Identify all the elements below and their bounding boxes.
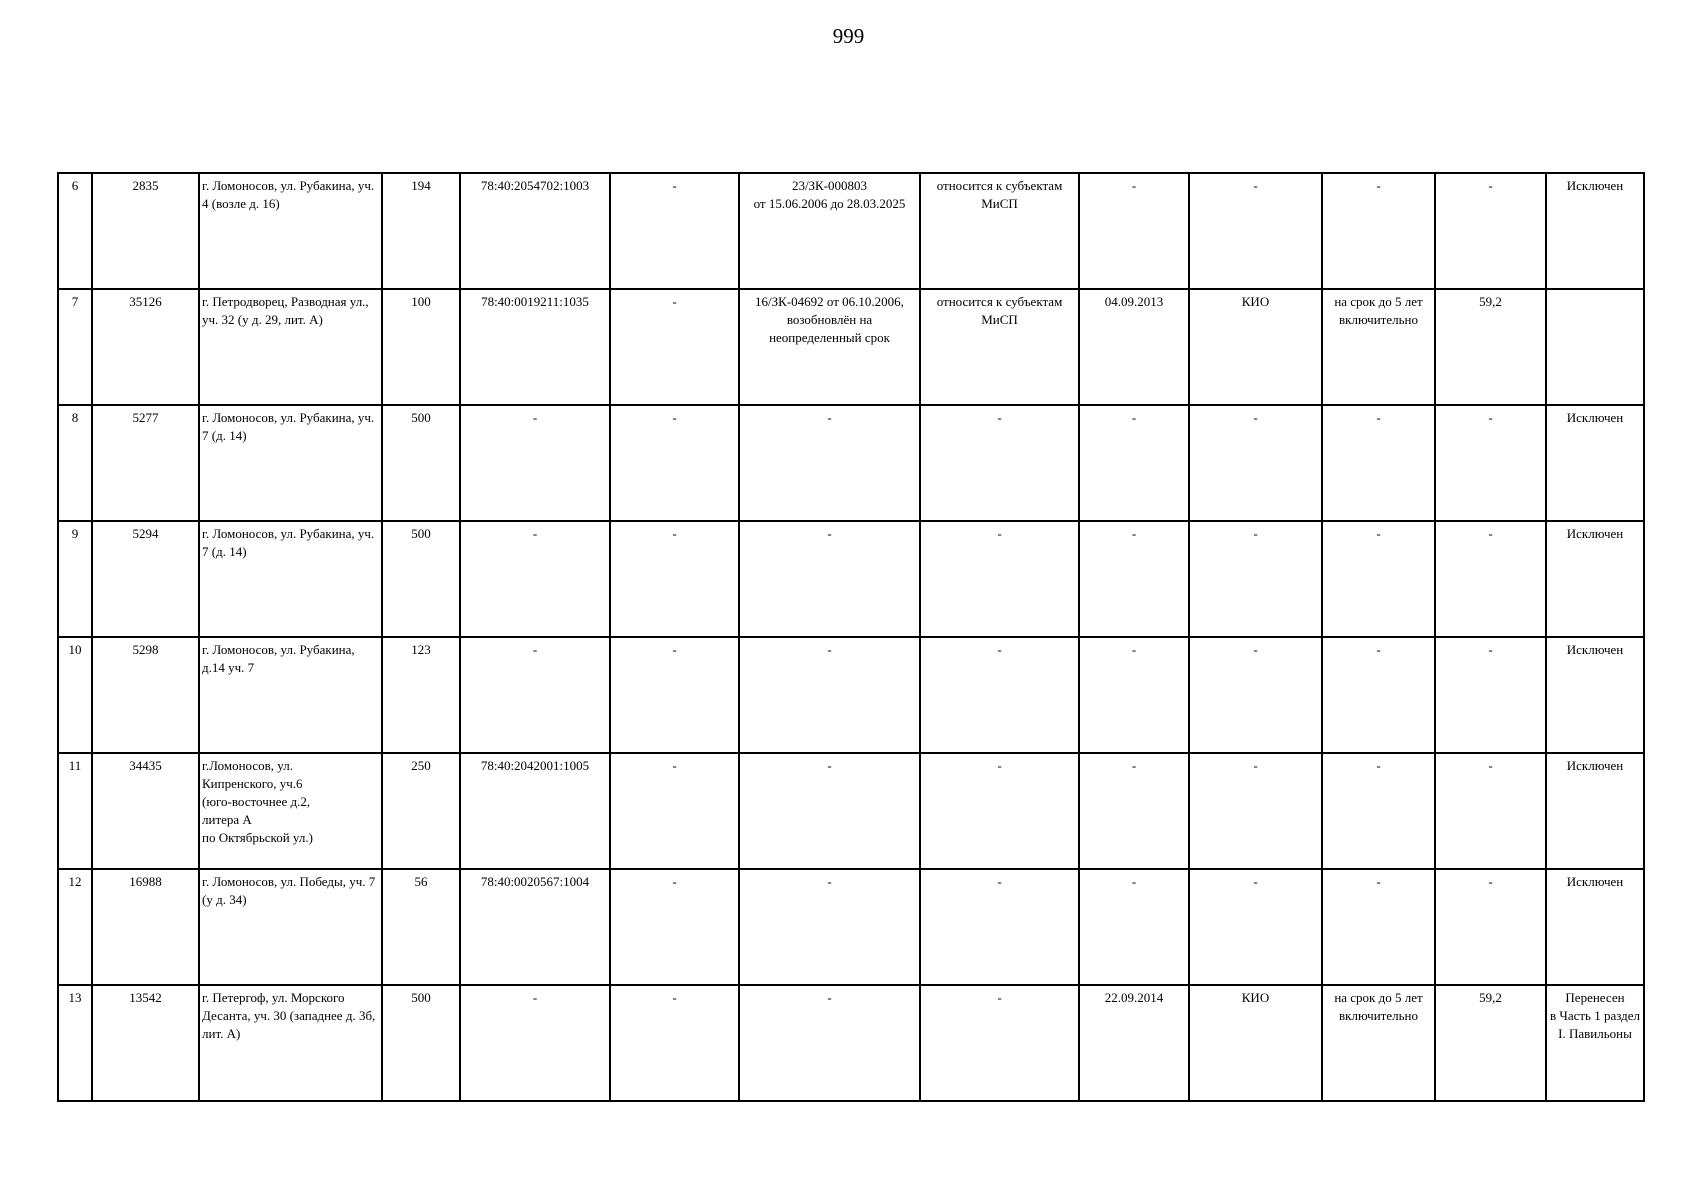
cell-cadastral-number: -	[460, 405, 610, 521]
cell-object-id: 13542	[92, 985, 199, 1101]
cell-category: -	[920, 985, 1079, 1101]
cell-category: -	[920, 405, 1079, 521]
cell-term: на срок до 5 лет включительно	[1322, 985, 1435, 1101]
cell-address: г. Ломоносов, ул. Рубакина, уч. 7 (д. 14)	[199, 521, 382, 637]
cell-area: 500	[382, 985, 460, 1101]
cell-area: 250	[382, 753, 460, 869]
cell-address: г. Ломоносов, ул. Победы, уч. 7 (у д. 34)	[199, 869, 382, 985]
cell-object-id: 5298	[92, 637, 199, 753]
cell-row-number: 9	[58, 521, 92, 637]
table-row	[58, 521, 1644, 637]
cell-value: -	[1435, 637, 1546, 753]
cell-column-6: -	[610, 405, 739, 521]
cell-date: -	[1079, 637, 1189, 753]
cell-column-6: -	[610, 985, 739, 1101]
cell-value: -	[1435, 173, 1546, 289]
table-row	[58, 869, 1644, 985]
cell-cadastral-number: 78:40:2054702:1003	[460, 173, 610, 289]
cell-contract: -	[739, 985, 920, 1101]
cell-date: -	[1079, 869, 1189, 985]
cell-organization: -	[1189, 753, 1322, 869]
cell-row-number: 7	[58, 289, 92, 405]
cell-row-number: 12	[58, 869, 92, 985]
cell-category: -	[920, 637, 1079, 753]
cell-status: Исключен	[1546, 405, 1644, 521]
cell-value: -	[1435, 869, 1546, 985]
cell-column-6: -	[610, 173, 739, 289]
cell-organization: КИО	[1189, 289, 1322, 405]
cell-term: -	[1322, 173, 1435, 289]
cell-column-6: -	[610, 753, 739, 869]
table-row	[58, 405, 1644, 521]
cell-term: -	[1322, 521, 1435, 637]
cell-cadastral-number: 78:40:0020567:1004	[460, 869, 610, 985]
cell-object-id: 16988	[92, 869, 199, 985]
cell-status: Перенесен в Часть 1 раздел I. Павильоны	[1546, 985, 1644, 1101]
cell-contract: -	[739, 869, 920, 985]
cell-date: 22.09.2014	[1079, 985, 1189, 1101]
cell-contract: -	[739, 405, 920, 521]
table-row	[58, 173, 1644, 289]
cell-term: -	[1322, 753, 1435, 869]
cell-category: относится к субъектам МиСП	[920, 289, 1079, 405]
cell-status: Исключен	[1546, 869, 1644, 985]
cell-status: Исключен	[1546, 637, 1644, 753]
page-number: 999	[832, 24, 865, 48]
cell-area: 500	[382, 521, 460, 637]
cell-status: Исключен	[1546, 173, 1644, 289]
table-row	[58, 753, 1644, 869]
cell-value: -	[1435, 521, 1546, 637]
cell-status: Исключен	[1546, 753, 1644, 869]
cell-object-id: 5277	[92, 405, 199, 521]
cell-area: 100	[382, 289, 460, 405]
cell-value: -	[1435, 753, 1546, 869]
cell-category: -	[920, 753, 1079, 869]
cell-term: -	[1322, 869, 1435, 985]
cell-row-number: 10	[58, 637, 92, 753]
cell-date: 04.09.2013	[1079, 289, 1189, 405]
cell-term: -	[1322, 405, 1435, 521]
cell-area: 194	[382, 173, 460, 289]
cell-contract: -	[739, 637, 920, 753]
cell-contract: -	[739, 753, 920, 869]
cell-column-6: -	[610, 521, 739, 637]
cell-date: -	[1079, 753, 1189, 869]
cell-term: -	[1322, 637, 1435, 753]
cell-value: 59,2	[1435, 289, 1546, 405]
cell-address: г. Ломоносов, ул. Рубакина, уч. 7 (д. 14)	[199, 405, 382, 521]
cell-cadastral-number: 78:40:0019211:1035	[460, 289, 610, 405]
cell-category: относится к субъектам МиСП	[920, 173, 1079, 289]
cell-object-id: 35126	[92, 289, 199, 405]
cell-organization: -	[1189, 869, 1322, 985]
cell-address: г. Петергоф, ул. Морского Десанта, уч. 30 (западнее д. 3б, лит. А)	[199, 985, 382, 1101]
cell-object-id: 5294	[92, 521, 199, 637]
cell-term: на срок до 5 лет включительно	[1322, 289, 1435, 405]
cell-column-6: -	[610, 869, 739, 985]
cell-area: 500	[382, 405, 460, 521]
cell-value: -	[1435, 405, 1546, 521]
cell-category: -	[920, 869, 1079, 985]
cell-address: г. Ломоносов, ул. Рубакина, уч. 4 (возле д. 16)	[199, 173, 382, 289]
cell-date: -	[1079, 405, 1189, 521]
cell-cadastral-number: -	[460, 637, 610, 753]
cell-contract: -	[739, 521, 920, 637]
cell-row-number: 13	[58, 985, 92, 1101]
cell-column-6: -	[610, 637, 739, 753]
table-body	[58, 173, 1644, 1101]
cell-row-number: 8	[58, 405, 92, 521]
cell-cadastral-number: -	[460, 985, 610, 1101]
cell-cadastral-number: -	[460, 521, 610, 637]
cell-status: Исключен	[1546, 521, 1644, 637]
cell-organization: -	[1189, 173, 1322, 289]
cell-area: 123	[382, 637, 460, 753]
cell-cadastral-number: 78:40:2042001:1005	[460, 753, 610, 869]
cell-value: 59,2	[1435, 985, 1546, 1101]
cell-date: -	[1079, 173, 1189, 289]
cell-organization: -	[1189, 405, 1322, 521]
cell-row-number: 11	[58, 753, 92, 869]
cell-contract: 16/ЗК-04692 от 06.10.2006, возобновлён на неопределенный срок	[739, 289, 920, 405]
table-row	[58, 985, 1644, 1101]
cell-status	[1546, 289, 1644, 405]
table-row	[58, 289, 1644, 405]
cell-object-id: 34435	[92, 753, 199, 869]
cell-column-6: -	[610, 289, 739, 405]
cell-address: г. Ломоносов, ул. Рубакина, д.14 уч. 7	[199, 637, 382, 753]
cell-contract: 23/ЗК-000803 от 15.06.2006 до 28.03.2025	[739, 173, 920, 289]
cell-address: г. Петродворец, Разводная ул., уч. 32 (у д. 29, лит. А)	[199, 289, 382, 405]
table-row	[58, 637, 1644, 753]
cell-category: -	[920, 521, 1079, 637]
cell-row-number: 6	[58, 173, 92, 289]
cell-area: 56	[382, 869, 460, 985]
cell-date: -	[1079, 521, 1189, 637]
cell-organization: -	[1189, 521, 1322, 637]
cell-address: г.Ломоносов, ул. Кипренского, уч.6 (юго-восточнее д.2, литера А по Октябрьской ул.)	[199, 753, 382, 869]
cell-organization: -	[1189, 637, 1322, 753]
register-table	[57, 172, 1645, 1102]
cell-organization: КИО	[1189, 985, 1322, 1101]
cell-object-id: 2835	[92, 173, 199, 289]
